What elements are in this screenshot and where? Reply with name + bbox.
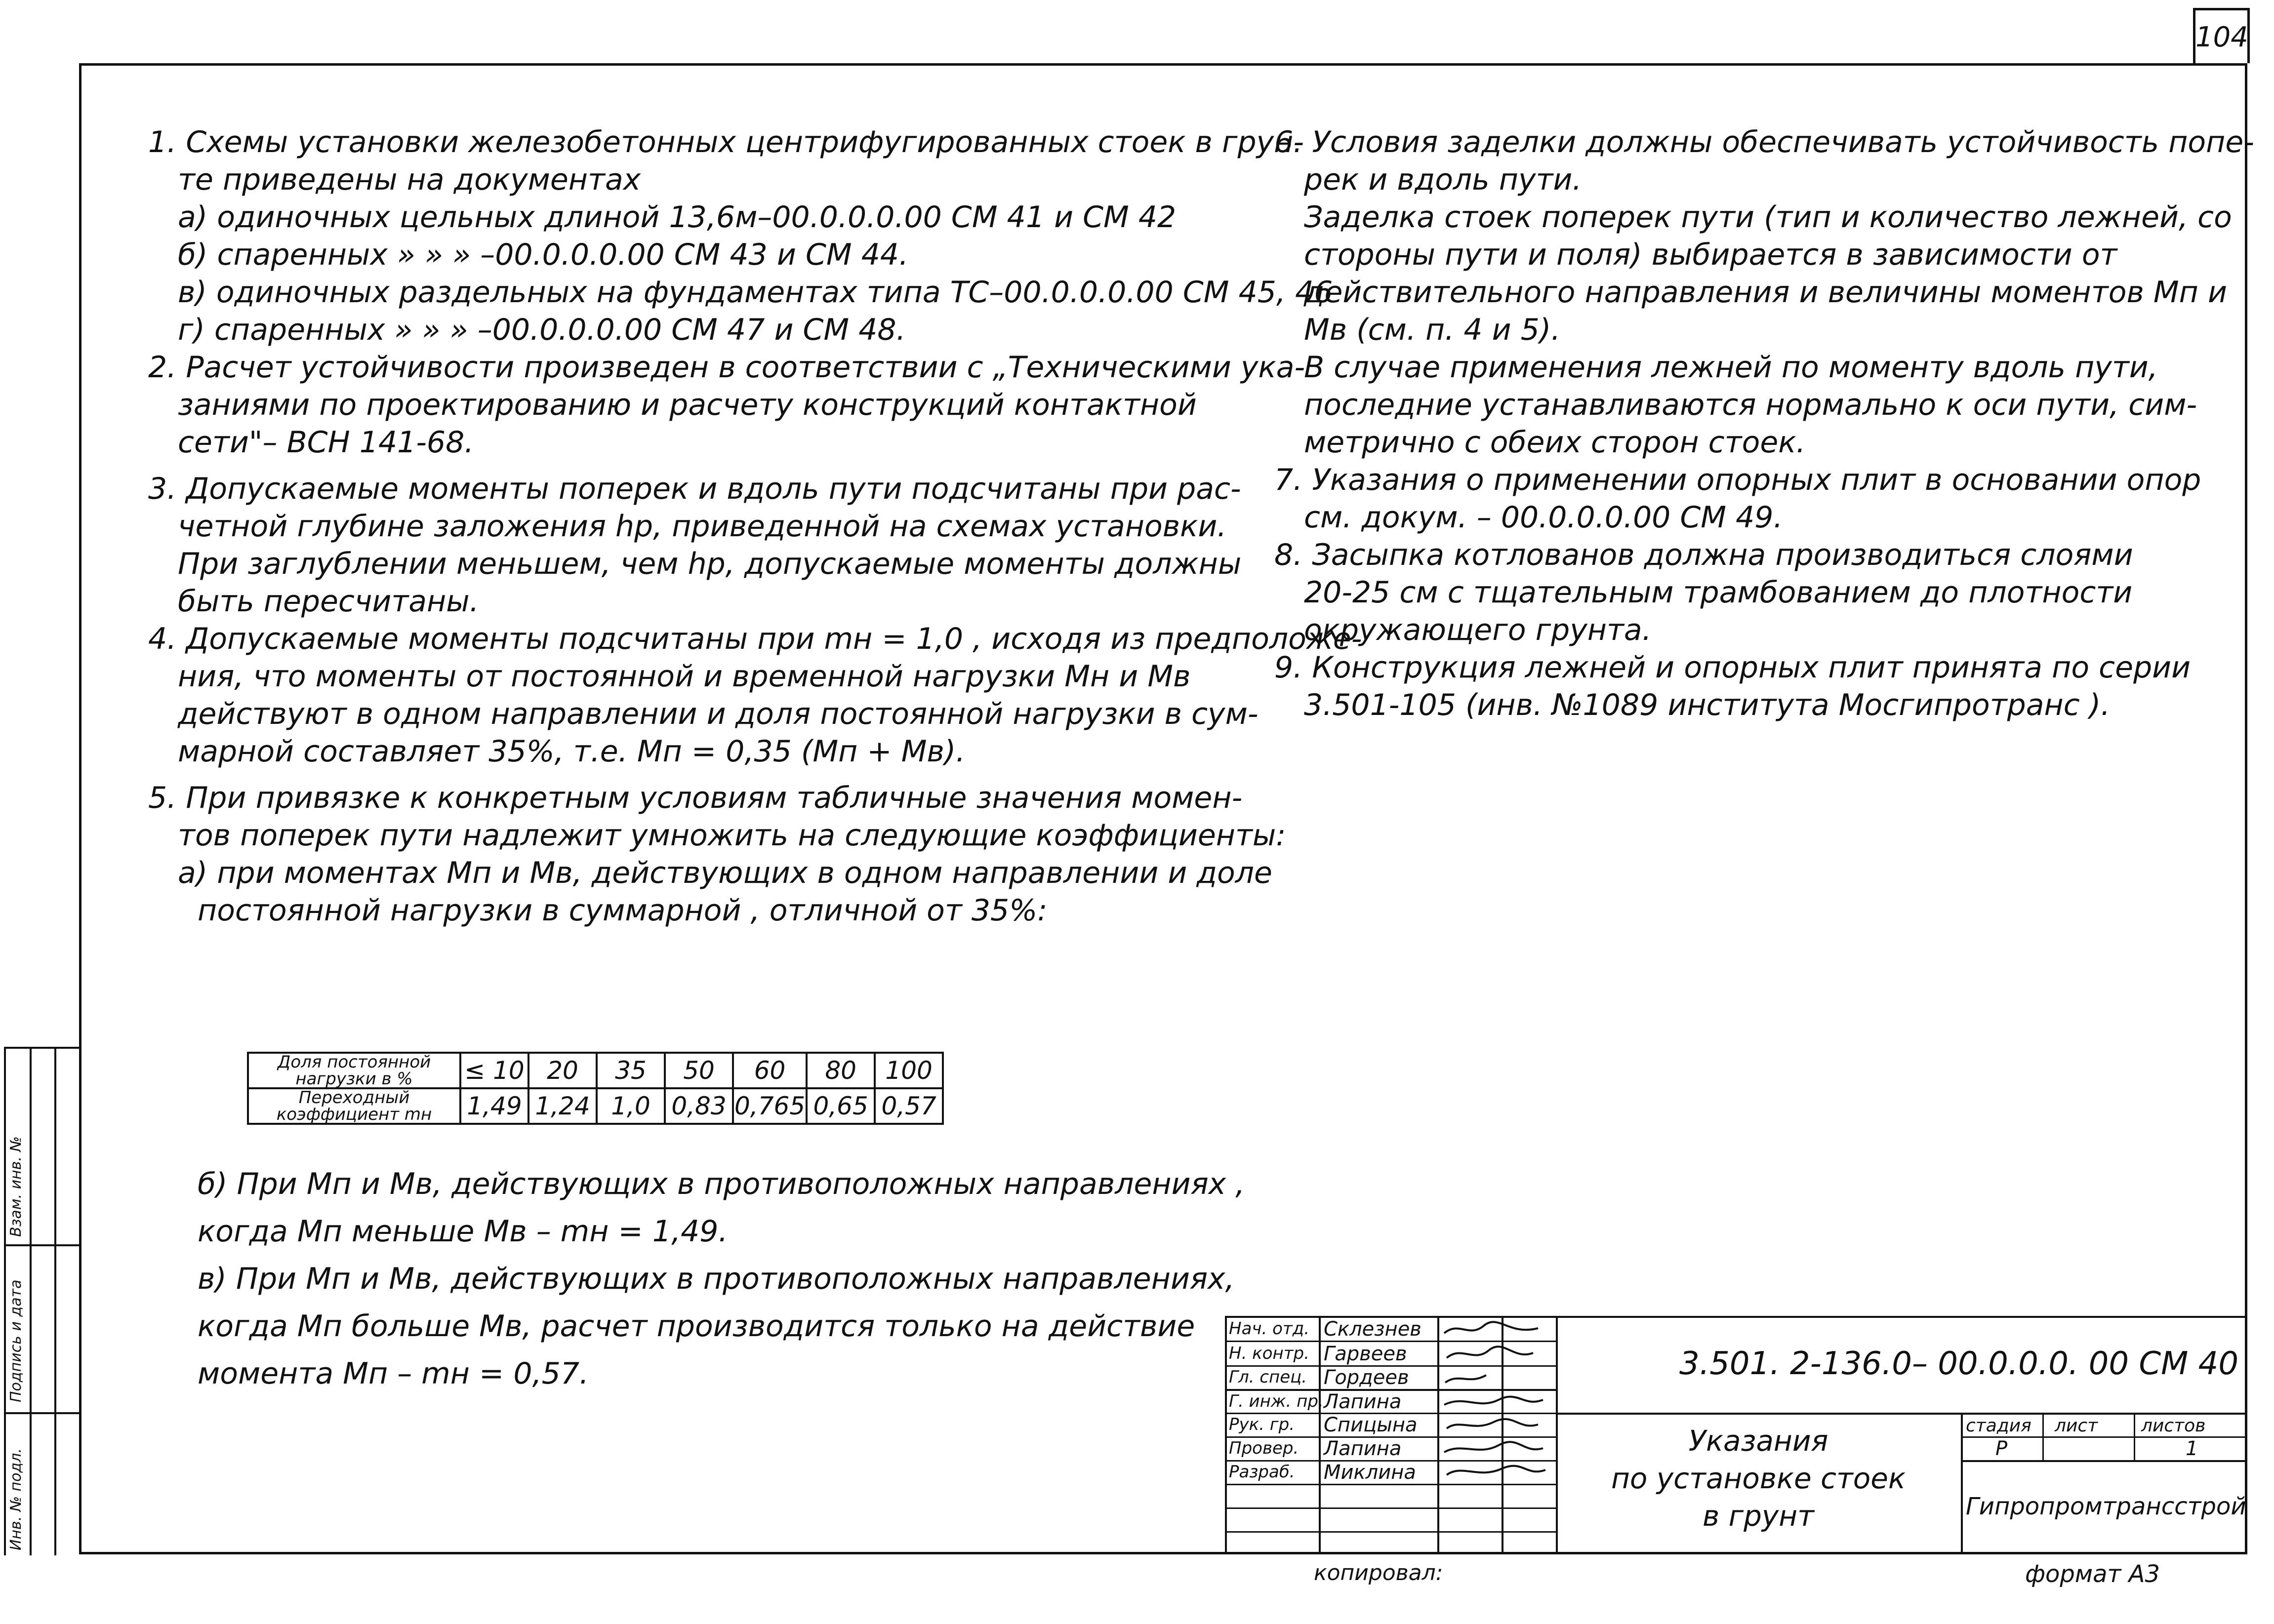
note-line: окружающего грунта. xyxy=(1304,613,1652,647)
note-line: При заглублении меньшем, чем hp, допускаемые моменты должны xyxy=(178,547,1242,581)
title-block xyxy=(1225,1316,2247,1554)
table-cell: 1,0 xyxy=(597,1088,665,1124)
table-row xyxy=(248,1053,943,1088)
note-line: 4. Допускаемые моменты подсчитаны при mн = 1,0 , исходя из предположе- xyxy=(148,622,1362,656)
notes-after-table xyxy=(198,1160,1245,1397)
note-line: сети"– ВСН 141-68. xyxy=(178,425,474,460)
table-cell: 60 xyxy=(733,1053,807,1088)
role-name: Склезнев xyxy=(1324,1318,1421,1341)
table-cell: 20 xyxy=(528,1053,597,1088)
notes-right-column xyxy=(1274,123,2254,724)
note-line: постоянной нагрузки в суммарной , отличной от 35%: xyxy=(198,893,1048,928)
note-line: стороны пути и поля) выбирается в зависимости от xyxy=(1304,238,2117,272)
organization-name: Гипропромтрансстрой xyxy=(1966,1493,2246,1520)
note-line: ния, что моменты от постоянной и временной нагрузки Мн и Мв xyxy=(178,659,1191,694)
note-line: 1. Схемы установки железобетонных центрифугированных стоек в грун- xyxy=(148,125,1304,159)
note-line: 6. Условия заделки должны обеспечивать устойчивость попе- xyxy=(1274,125,2254,159)
table-row-label: Переходный коэффициент mн xyxy=(248,1088,460,1124)
note-line: В случае применения лежней по моменту вдоль пути, xyxy=(1304,350,2158,385)
note-gap xyxy=(148,770,1362,779)
side-col-3 xyxy=(54,1047,79,1555)
note-line: тов поперек пути надлежит умножить на следующие коэффициенты: xyxy=(178,818,1286,853)
role-label: Рук. гр. xyxy=(1229,1415,1295,1434)
note-line: см. докум. – 00.0.0.0.00 СМ 49. xyxy=(1304,500,1783,535)
table-cell: 100 xyxy=(875,1053,943,1088)
document-title xyxy=(1561,1422,1956,1535)
copied-by-label: копировал: xyxy=(1314,1560,1443,1585)
table-cell: 0,765 xyxy=(733,1088,807,1124)
note-line: 9. Конструкция лежней и опорных плит принята по серии xyxy=(1274,650,2191,685)
title-line: в грунт xyxy=(1703,1499,1814,1533)
side-label-inv: Инв. № подл. xyxy=(7,1448,25,1550)
title-line: Указания xyxy=(1688,1424,1828,1458)
note-line: Мв (см. п. 4 и 5). xyxy=(1304,313,1561,347)
table-cell: 1,24 xyxy=(528,1088,597,1124)
coefficient-table xyxy=(247,1052,944,1125)
note-line: заниями по проектированию и расчету конструкций контактной xyxy=(178,388,1197,422)
note-line: действительного направления и величины моментов Мп и xyxy=(1304,275,2227,310)
table-cell: 1,49 xyxy=(460,1088,528,1124)
note-line: момента Мп – mн = 0,57. xyxy=(198,1356,589,1391)
note-line: четной глубине заложения hp, приведенной на схемах установки. xyxy=(178,509,1227,544)
sheets-value: 1 xyxy=(2186,1437,2198,1460)
stage-header: стадия xyxy=(1966,1416,2031,1436)
table-cell: 35 xyxy=(597,1053,665,1088)
side-strip xyxy=(0,1047,79,1555)
note-line: когда Мп меньше Мв – mн = 1,49. xyxy=(198,1214,728,1249)
note-line: последние устанавливаются нормально к оси пути, сим- xyxy=(1304,388,2197,422)
note-line: 5. При привязке к конкретным условиям табличные значения момен- xyxy=(148,781,1243,815)
note-line: 8. Засыпка котлованов должна производиться слоями xyxy=(1274,538,2133,572)
note-line: быть пересчитаны. xyxy=(178,584,479,619)
role-label: Г. инж. пр. xyxy=(1229,1391,1324,1411)
side-label-signature: Подпись и дата xyxy=(7,1279,25,1402)
sheet-number: 104 xyxy=(2193,8,2250,63)
table-row xyxy=(248,1088,943,1124)
role-name: Лапина xyxy=(1324,1437,1402,1460)
table-cell: 0,65 xyxy=(807,1088,875,1124)
note-line: марной составляет 35%, т.е. Мп = 0,35 (Мп + Мв). xyxy=(178,734,966,769)
sheets-header: листов xyxy=(2141,1416,2206,1436)
signature-scribbles xyxy=(1439,1316,1556,1484)
side-col-2 xyxy=(30,1047,54,1555)
note-line: 3. Допускаемые моменты поперек и вдоль пути подсчитаны при рас- xyxy=(148,472,1241,506)
note-line: действуют в одном направлении и доля постоянной нагрузки в сум- xyxy=(178,697,1259,731)
role-label: Нач. отд. xyxy=(1229,1319,1310,1339)
table-row-label: Доля постоянной нагрузки в % xyxy=(248,1053,460,1088)
note-line: а) при моментах Мп и Мв, действующих в одном направлении и доле xyxy=(178,856,1272,890)
table-cell: 80 xyxy=(807,1053,875,1088)
note-gap xyxy=(148,461,1362,470)
role-name: Миклина xyxy=(1324,1461,1416,1484)
role-name: Гарвеев xyxy=(1324,1343,1407,1365)
note-line: когда Мп больше Мв, расчет производится только на действие xyxy=(198,1309,1195,1344)
note-line: в) При Мп и Мв, действующих в противоположных направлениях, xyxy=(198,1262,1235,1296)
side-label-replaced: Взам. инв. № xyxy=(7,1136,25,1237)
table-cell: 0,83 xyxy=(665,1088,733,1124)
document-code: 3.501. 2-136.0– 00.0.0.0. 00 СМ 40 xyxy=(1679,1346,2239,1382)
sheet-header: лист xyxy=(2055,1416,2098,1436)
role-name: Лапина xyxy=(1324,1390,1402,1413)
note-line: те приведены на документах xyxy=(178,162,641,197)
note-line: б) При Мп и Мв, действующих в противоположных направлениях , xyxy=(198,1167,1245,1201)
note-line: Заделка стоек поперек пути (тип и количество лежней, со xyxy=(1304,200,2232,235)
role-name: Гордеев xyxy=(1324,1366,1409,1389)
role-label: Н. контр. xyxy=(1229,1344,1309,1363)
note-line: рек и вдоль пути. xyxy=(1304,162,1582,197)
note-line: г) спаренных » » » –00.0.0.0.00 СМ 47 и СМ 48. xyxy=(178,313,906,347)
note-line: б) спаренных » » » –00.0.0.0.00 СМ 43 и СМ 44. xyxy=(178,238,909,272)
table-cell: ≤ 10 xyxy=(460,1053,528,1088)
note-line: 20-25 см с тщательным трамбованием до плотности xyxy=(1304,575,2133,610)
role-label: Гл. спец. xyxy=(1229,1367,1307,1387)
role-label: Разраб. xyxy=(1229,1462,1295,1482)
stage-value: Р xyxy=(1995,1437,2008,1460)
note-line: 2. Расчет устойчивости произведен в соответствии с „Техническими ука- xyxy=(148,350,1305,385)
role-name: Спицына xyxy=(1324,1414,1418,1436)
title-line: по установке стоек xyxy=(1611,1462,1906,1495)
note-line: 7. Указания о применении опорных плит в основании опор xyxy=(1274,463,2201,497)
table-cell: 0,57 xyxy=(875,1088,943,1124)
table-cell: 50 xyxy=(665,1053,733,1088)
role-label: Провер. xyxy=(1229,1438,1299,1458)
note-line: 3.501-105 (инв. №1089 института Мосгипротранс ). xyxy=(1304,688,2111,722)
format-label: формат А3 xyxy=(2025,1560,2160,1588)
note-line: метрично с обеих сторон стоек. xyxy=(1304,425,1806,460)
notes-left-column xyxy=(148,123,1362,929)
note-line: в) одиночных раздельных на фундаментах типа ТС–00.0.0.0.00 СМ 45, 46 xyxy=(178,275,1333,310)
note-line: а) одиночных цельных длиной 13,6м–00.0.0.0.00 СМ 41 и СМ 42 xyxy=(178,200,1177,235)
